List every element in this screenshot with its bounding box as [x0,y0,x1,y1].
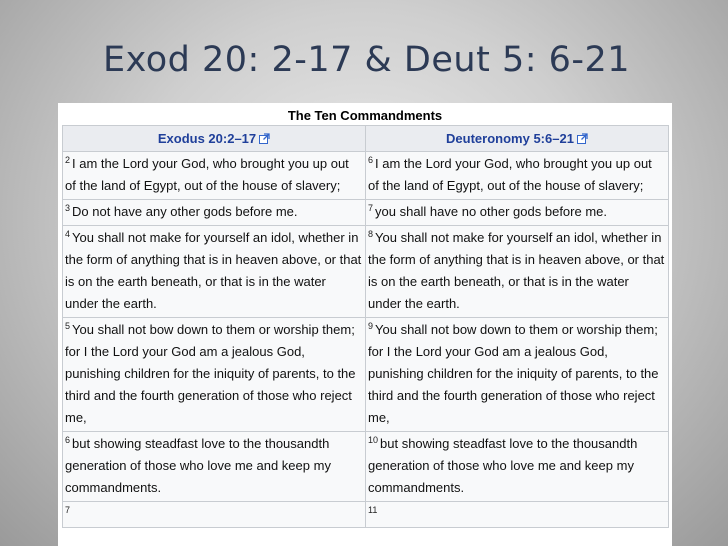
header-deuteronomy[interactable] [366,126,669,152]
header-exodus-link[interactable]: Exodus 20:2–17 [157,131,257,146]
exodus-cell [63,226,366,318]
verse-number: 2 [65,154,71,165]
verse-text: You shall not bow down to them or worship them; for I the Lord your God am a jealous God, punishing children for the iniquity of parents, to the third and the fourth generation of those who reject me, [65,322,356,425]
exodus-cell [63,432,366,502]
slide-title: Exod 20: 2-17 & Deut 5: 6-21 [103,40,631,80]
verse-number: 5 [65,320,71,331]
verse-number: 10 [368,434,379,445]
verse-number: 8 [368,228,374,239]
exodus-cell [63,502,366,528]
verse-number: 3 [65,202,71,213]
table-row [63,432,669,502]
verse-number: 9 [368,320,374,331]
verse-number: 4 [65,228,71,239]
external-link-icon [259,133,270,144]
deuteronomy-cell [366,502,669,528]
table-caption: The Ten Commandments [287,108,443,123]
table-row [63,502,669,528]
table-row [63,226,669,318]
verse-text: You shall not make for yourself an idol, whether in the form of anything that is in heaven above, or that is on the earth beneath, or that is in the water under the earth. [65,230,362,311]
verse-text: I am the Lord your God, who brought you up out of the land of Egypt, out of the house of slavery; [368,156,652,193]
commandments-table [62,125,669,528]
header-exodus[interactable] [63,126,366,152]
deuteronomy-cell [366,152,669,200]
commandments-table-panel [58,103,672,546]
verse-text: You shall not make for yourself an idol, whether in the form of anything that is in heaven above, or that is on the earth beneath, or that is in the water under the earth. [368,230,665,311]
verse-text: but showing steadfast love to the thousandth generation of those who love me and keep my commandments. [65,436,331,495]
table-header-row [63,126,669,152]
verse-text: Do not have any other gods before me. [72,204,298,219]
deuteronomy-cell [366,226,669,318]
verse-text: You shall not bow down to them or worship them; for I the Lord your God am a jealous God, punishing children for the iniquity of parents, to the third and the fourth generation of those who reject me, [368,322,659,425]
table-row [63,152,669,200]
deuteronomy-cell [366,432,669,502]
verse-number: 11 [368,504,378,515]
verse-text: you shall have no other gods before me. [375,204,607,219]
header-deuteronomy-link[interactable]: Deuteronomy 5:6–21 [446,131,574,146]
verse-number: 7 [65,504,71,515]
exodus-cell [63,318,366,432]
verse-number: 6 [65,434,71,445]
external-link-icon [577,133,588,144]
table-row [63,200,669,226]
verse-number: 6 [368,154,374,165]
table-row [63,318,669,432]
verse-text: I am the Lord your God, who brought you up out of the land of Egypt, out of the house of slavery; [65,156,349,193]
verse-text: but showing steadfast love to the thousandth generation of those who love me and keep my commandments. [368,436,638,495]
exodus-cell [63,152,366,200]
deuteronomy-cell [366,200,669,226]
deuteronomy-cell [366,318,669,432]
verse-number: 7 [368,202,374,213]
exodus-cell [63,200,366,226]
